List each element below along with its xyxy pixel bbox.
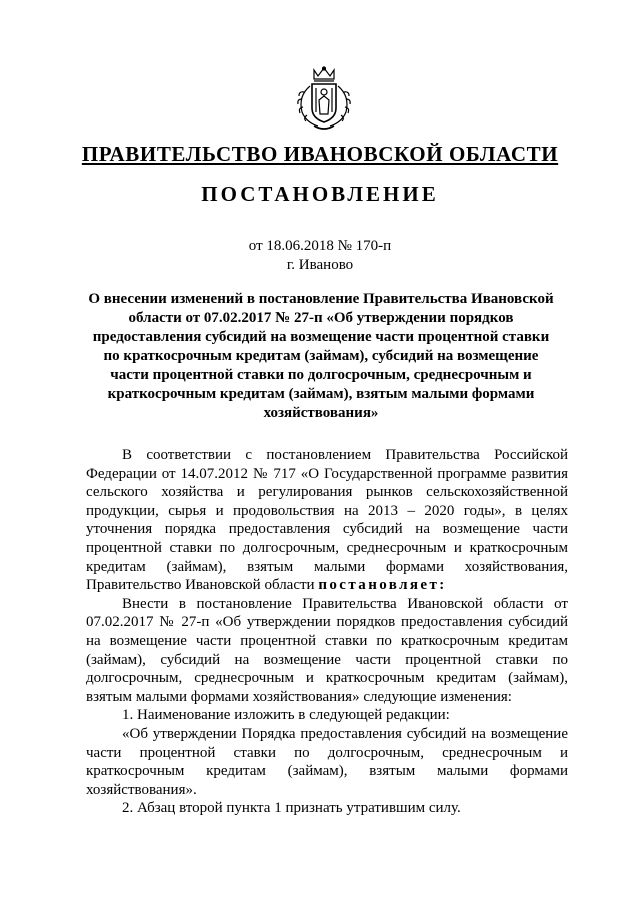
city: г. Иваново: [286, 257, 354, 273]
item-1: 1. Наименование изложить в следующей редакции:: [122, 707, 450, 724]
date-block: [0, 237, 640, 275]
document-subject: О внесении изменений в постановление Правительства Ивановской области от 07.02.2017 № 27-п «Об утверждении порядков предоставления субсидий на возмещение части процентной ставки по краткосрочным кредитам (займам), субсидий на возмещение части процентной ставки по долгосрочным, среднесрочным и краткосрочным кредитам (займам), взятым малыми формами хозяйствования»: [88, 291, 554, 421]
government-name: ПРАВИТЕЛЬСТВО ИВАНОВСКОЙ ОБЛАСТИ: [81, 142, 559, 166]
resolves-colon: :: [439, 577, 447, 594]
document-body: [86, 446, 568, 818]
item-1-text: «Об утверждении Порядка предоставления субсидий на возмещение части процентной ставки по долгосрочным, среднесрочным и краткосрочным кредитам (займам), взятым малыми формами хозяйствования».: [86, 725, 568, 798]
date-number: от 18.06.2018 № 170-п: [248, 238, 392, 254]
resolves-word: постановляет: [318, 577, 440, 594]
intro-paragraph: [86, 446, 568, 595]
amend-paragraph: Внести в постановление Правительства Ивановской области от 07.02.2017 № 27-п «Об утверждении порядков предоставления субсидий на возмещение части процентной ставки по краткосрочным кредитам (займам), субсидий на возмещение части процентной ставки по долгосрочным, среднесрочным и краткосрочным кредитам (займам), взятым малыми формами хозяйствования» следующие изменения:: [86, 595, 568, 705]
item-2: 2. Абзац второй пункта 1 признать утратившим силу.: [122, 800, 461, 817]
intro-text: В соответствии с постановлением Правительства Российской Федерации от 14.07.2012 № 717 «О Государственной программе развития сельского хозяйства и регулирования рынков сельскохозяйственной продукции, сырья и продовольствия на 2013 – 2020 годы», в целях уточнения порядка предоставления субсидий на возмещение части процентной ставки по долгосрочным, среднесрочным и краткосрочным кредитам (займам), взятым малыми формами хозяйствования, Правительство Ивановской области: [86, 447, 568, 594]
document-type: ПОСТАНОВЛЕНИЕ: [201, 182, 439, 206]
coat-of-arms-icon: [292, 66, 356, 132]
